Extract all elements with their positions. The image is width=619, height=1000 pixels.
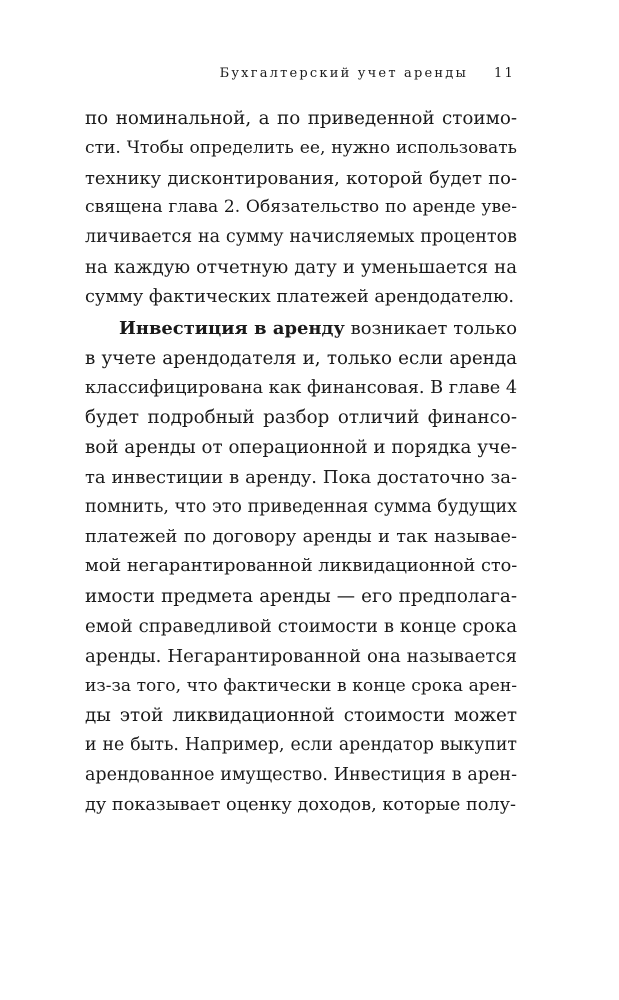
text-line: на каждую отчетную дату и уменьшается на	[85, 256, 517, 278]
text-line: из-за того, что фактически в конце срока арен-	[85, 675, 517, 696]
paragraph-lead-line	[85, 314, 517, 344]
page-number: 11	[494, 66, 515, 81]
text-line: ды этой ликвидационной стоимости может	[85, 705, 517, 727]
text-line: в учете арендодателя и, только если аренда	[85, 347, 517, 369]
text-line: емой справедливой стоимости в конце срока	[85, 615, 517, 637]
text-line: платежей по договору аренды и так называе-	[85, 526, 517, 547]
text-line: мой негарантированной ликвидационной сто-	[85, 556, 518, 577]
running-head	[220, 66, 515, 81]
text-line: технику дисконтирования, которой будет по-	[85, 167, 517, 189]
text-line: вой аренды от операционной и порядка уче-	[85, 437, 518, 459]
lead-rest: возникает только	[344, 318, 517, 339]
text-line: сумму фактических платежей арендодателю.	[85, 286, 514, 307]
text-line: имости предмета аренды — его предполага-	[85, 586, 517, 608]
term-bold: Инвестиция в аренду	[119, 318, 345, 339]
text-line: ду показывает оценку доходов, которые полу-	[85, 794, 517, 815]
text-line: и не быть. Например, если арендатор выкупит	[85, 735, 517, 756]
text-line: личивается на сумму начисляемых процентов	[85, 227, 517, 248]
running-head-title: Бухгалтерский учет аренды	[219, 66, 469, 81]
text-line: классифицирована как финансовая. В главе 4	[85, 377, 518, 398]
text-line: аренды. Негарантированной она называется	[85, 645, 517, 667]
text-line: будет подробный разбор отличий финансо-	[85, 407, 517, 429]
text-line: та инвестиции в аренду. Пока достаточно за-	[85, 466, 517, 488]
text-line: помнить, что это приведенная сумма будущих	[85, 496, 517, 517]
text-line: арендованное имущество. Инвестиция в арен-	[85, 764, 517, 785]
paragraph-2	[85, 314, 517, 821]
text-line: по номинальной, а по приведенной стоимо-	[85, 108, 517, 129]
text-line: сти. Чтобы определить ее, нужно использовать	[85, 137, 517, 158]
paragraph-1	[85, 104, 517, 313]
text-line: священа глава 2. Обязательство по аренде уве-	[85, 197, 517, 218]
